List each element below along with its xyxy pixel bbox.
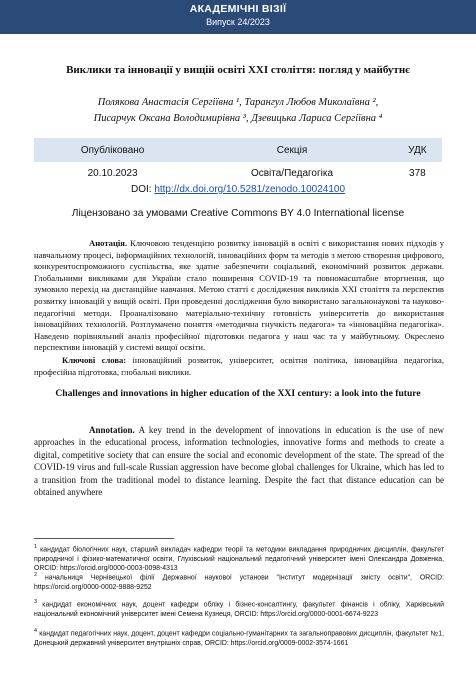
footnote-3 — [34, 598, 444, 619]
keywords-uk-text: інноваційний розвиток, університет, освітня політика, інноваційна педагогіка, професійна підготовка, глобальні виклики. — [34, 355, 444, 377]
meta-header-section: Секція — [191, 138, 393, 162]
doi-line — [0, 184, 476, 195]
authors-line-1: Полякова Анастасія Сергіївна ¹, Тарангул Любов Миколаївна ², — [97, 97, 379, 108]
issue-number: Випуск 24/2023 — [206, 17, 270, 27]
abstract-en — [34, 424, 444, 498]
publication-meta-table — [34, 138, 442, 184]
journal-name: АКАДЕМІЧНІ ВІЗІЇ — [189, 3, 287, 15]
footnote-2 — [34, 571, 444, 592]
meta-header-udc: УДК — [393, 138, 442, 162]
footnote-2-text: начальниця Чернівецької філії Державної наукової установи "Інститут модернізації змісту освіти", ORCID: https://orcid.org/0000-0002-9888-9252 — [34, 574, 444, 591]
meta-udc: 378 — [409, 167, 426, 179]
abstract-en-text: A key trend in the development of innovations in education is the use of new approaches in the educational process, information technologies, innovative forms and methods to create a digital, competitive society that can ensure the social and economic development of the state. The spread of the COVID-19 virus and full-scale Russian aggression have become global challenges for Ukraine, which has led to a transition from the traditional model to distance learning. Despite the fact that distance education can be obtained anywhere — [34, 425, 444, 498]
license-statement: Ліцензовано за умовами Creative Commons BY 4.0 International license — [71, 208, 405, 219]
abstract-uk-label: Анотація. — [89, 238, 128, 248]
doi-link[interactable]: http://dx.doi.org/10.5281/zenodo.10024100 — [154, 184, 346, 195]
meta-header-published: Опубліковано — [34, 138, 191, 162]
authors — [30, 95, 446, 127]
keywords-uk-label: Ключові слова: — [62, 355, 127, 365]
article-title-en: Challenges and innovations in higher education of the XXI century: a look into the future — [55, 388, 421, 399]
keywords-uk — [34, 355, 444, 378]
footnote-3-number: 3 — [34, 599, 38, 605]
doi-label: DOI: — [130, 184, 152, 195]
abstract-uk — [34, 238, 444, 354]
footnote-divider — [34, 538, 174, 539]
meta-section: Освіта/Педагогіка — [250, 167, 334, 179]
footnote-4-number: 4 — [34, 628, 38, 634]
footnote-4-text: кандидат педагогічних наук, доцент, доцент кафедри соціально-гуманітарних та загальноправових дисциплін, факультет №1, Донецький державний університет внутрішніх справ, ORCID: https://orcid.org/0009-0002-3574-1661 — [34, 630, 444, 647]
footnote-3-text: кандидат економічних наук, доцент кафедри обліку і бізнес-консалтингу, факультет фінансів і обліку, Харківський національний економічний університет імені Семена Кузнеця, ORCID: https://orcid.org/0000-0001-6674-9223 — [34, 601, 444, 618]
article-title: Виклики та інновації у вищій освіті ХХІ століття: погляд у майбутнє — [66, 64, 410, 76]
meta-published-date: 20.10.2023 — [87, 167, 138, 179]
footnote-4 — [34, 627, 444, 648]
footnote-1 — [34, 543, 444, 574]
authors-line-2: Писарчук Оксана Володимирівна ³, Дзевицька Лариса Сергіївна ⁴ — [93, 113, 383, 124]
footnote-1-number: 1 — [34, 544, 38, 550]
abstract-uk-text: Ключовою тенденцією розвитку інновацій в освіті є використання нових підходів у навчальному процесі, інформаційних технологій, інноваційних форм та методів з метою створення цифрового, конкурентоспроможного суспільства, яке здатне забезпечити соціальний, економічний розвиток держави. Глобальними викликами для України стало поширення COVID-19 та повномасштабне вторгнення, що зумовило перехід на дистанційне навчання. Метою статті є дослідження викликів ХХІ століття та перспектив розвитку інновацій у вищій освіті. При проведенні дослідження було використано загальнонаукові та науково-педагогічні методи. Проаналізовано матеріально-технічну готовність університетів до використання інноваційних технологій. Розтлумачено поняття «методична гнучкість педагога» та «інноваційна педагогіка». Наведено порівняльний аналіз професійної підготовки педагога у наш час та у майбутньому. Окреслено перспективи інновацій у системі вищої освіти. — [34, 238, 444, 353]
journal-banner — [0, 0, 476, 34]
abstract-en-label: Annotation. — [89, 425, 135, 435]
footnote-1-text: кандидат біологічних наук, старший викладач кафедри теорії та методики викладання природничих дисциплін, факультет природничої і фізико-математичної освіти, Глухівський національний педагогічний університет імені Олександра Довженка, ORCID: https://orcid.org/0000-0003-0098-4313 — [34, 546, 445, 573]
footnote-2-number: 2 — [34, 572, 38, 578]
